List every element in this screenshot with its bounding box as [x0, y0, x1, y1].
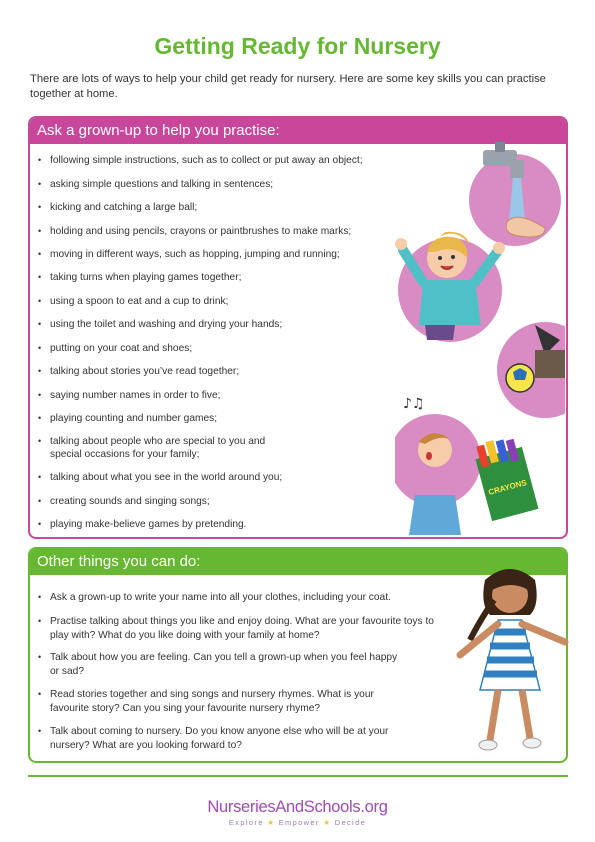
list-item: • asking simple questions and talking in sentences;: [38, 178, 408, 191]
list-item: • taking turns when playing games together;: [38, 271, 408, 284]
list-item: • Talk about coming to nursery. Do you know anyone else who will be at your nursery? What are you looking forward to?: [38, 725, 398, 752]
list-item: • talking about people who are special to you and special occasions for your family;: [38, 435, 288, 461]
handwashing-icon: [469, 142, 561, 246]
list-item: • moving in different ways, such as hopping, jumping and running;: [38, 248, 408, 261]
star-icon: ★: [323, 818, 332, 827]
list-item: • Talk about how you are feeling. Can you tell a grown-up when you feel happy or sad?: [38, 651, 398, 678]
svg-text:♪♫: ♪♫: [403, 396, 425, 412]
list-item: • playing counting and number games;: [38, 412, 408, 425]
list-item: • Practise talking about things you like and enjoy doing. What are your favourite toys to play with? What do you like doing with your family at home?: [38, 615, 448, 642]
crayon-box-label: CRAYONS: [487, 478, 528, 497]
star-icon: ★: [267, 818, 276, 827]
list-item: • kicking and catching a large ball;: [38, 201, 408, 214]
list-item: • playing make-believe games by pretending.: [38, 518, 408, 531]
footer-divider: [28, 775, 568, 777]
site-logo: NurseriesAndSchools.org: [207, 798, 388, 816]
list-item: • using a spoon to eat and a cup to drink;: [38, 295, 408, 308]
list-item: • talking about what you see in the world around you;: [38, 471, 408, 484]
intro-text: There are lots of ways to help your child get ready for nursery. Here are some key skills you can practise together at home.: [30, 73, 546, 100]
list-item: • putting on your coat and shoes;: [38, 342, 408, 355]
skills-heading: Ask a grown-up to help you practise:: [30, 118, 566, 144]
children-illustration: [395, 140, 565, 535]
page-title: Getting Ready for Nursery: [154, 33, 441, 59]
list-item: • holding and using pencils, crayons or paintbrushes to make marks;: [38, 225, 408, 238]
list-item: • saying number names in order to five;: [38, 389, 408, 402]
list-item: • Read stories together and sing songs and nursery rhymes. What is your favourite story? Can you sing your favourite nursery rhyme?: [38, 688, 398, 715]
singing-boy-icon: [395, 396, 481, 535]
girl-illustration: [440, 560, 580, 755]
football-icon: [497, 322, 565, 418]
list-item: • using the toilet and washing and drying your hands;: [38, 318, 408, 331]
list-item: • following simple instructions, such as to collect or put away an object;: [38, 154, 408, 167]
running-boy-icon: [395, 232, 505, 342]
site-tagline: Explore ★ Empower ★ Decide: [228, 818, 367, 827]
list-item: • talking about stories you’ve read together;: [38, 365, 408, 378]
other-things-heading: Other things you can do:: [30, 549, 566, 575]
list-item: • Ask a grown-up to write your name into all your clothes, including your coat.: [38, 591, 448, 605]
crayon-box-icon: [476, 439, 539, 521]
list-item: • creating sounds and singing songs;: [38, 495, 408, 508]
